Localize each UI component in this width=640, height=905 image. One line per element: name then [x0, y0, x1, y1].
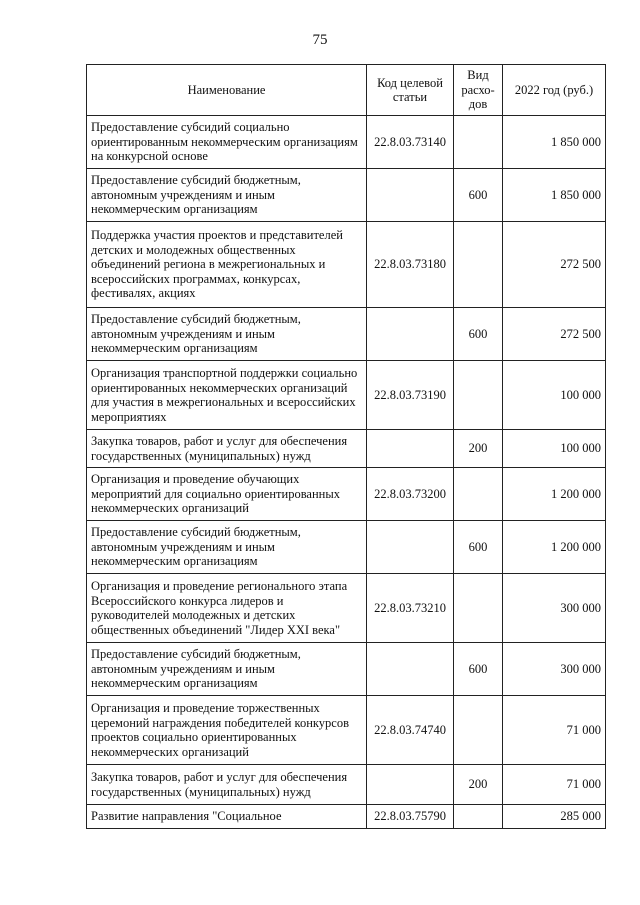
row-sum: 285 000	[503, 805, 606, 829]
table-row	[87, 765, 606, 805]
row-name: Организация и проведение регионального этапа Всероссийского конкурса лидеров и руководителей молодежных и детских общественных объединений "Лидер XXI века"	[87, 574, 367, 643]
row-code	[367, 765, 454, 805]
row-sum: 71 000	[503, 765, 606, 805]
row-sum: 100 000	[503, 430, 606, 468]
table-row	[87, 361, 606, 430]
table-row	[87, 468, 606, 521]
row-sum: 100 000	[503, 361, 606, 430]
row-sum: 272 500	[503, 308, 606, 361]
row-kind	[454, 468, 503, 521]
table-row	[87, 521, 606, 574]
row-name: Закупка товаров, работ и услуг для обеспечения государственных (муниципальных) нужд	[87, 430, 367, 468]
row-name: Развитие направления "Социальное	[87, 805, 367, 829]
header-code: Код целевой статьи	[367, 65, 454, 116]
row-kind	[454, 116, 503, 169]
row-sum: 300 000	[503, 574, 606, 643]
row-sum: 1 850 000	[503, 116, 606, 169]
table-row	[87, 430, 606, 468]
row-name: Предоставление субсидий бюджетным, автономным учреждениям и иным некоммерческим организациям	[87, 169, 367, 222]
row-kind: 600	[454, 169, 503, 222]
row-kind	[454, 805, 503, 829]
row-name: Предоставление субсидий социально ориентированным некоммерческим организациям на конкурсной основе	[87, 116, 367, 169]
row-kind	[454, 361, 503, 430]
table-row	[87, 116, 606, 169]
table-row	[87, 643, 606, 696]
table-row	[87, 308, 606, 361]
row-name: Закупка товаров, работ и услуг для обеспечения государственных (муниципальных) нужд	[87, 765, 367, 805]
budget-table	[86, 64, 606, 829]
row-code: 22.8.03.73140	[367, 116, 454, 169]
row-kind	[454, 696, 503, 765]
header-name: Наименование	[87, 65, 367, 116]
table-header-row	[87, 65, 606, 116]
row-code	[367, 643, 454, 696]
row-code: 22.8.03.73180	[367, 222, 454, 308]
page-number: 75	[312, 32, 328, 48]
row-kind: 600	[454, 643, 503, 696]
row-code	[367, 521, 454, 574]
table-row	[87, 696, 606, 765]
row-kind: 600	[454, 308, 503, 361]
table-row	[87, 222, 606, 308]
row-name: Предоставление субсидий бюджетным, автономным учреждениям и иным некоммерческим организациям	[87, 643, 367, 696]
row-kind: 200	[454, 765, 503, 805]
table-row	[87, 574, 606, 643]
header-sum: 2022 год (руб.)	[503, 65, 606, 116]
row-sum: 272 500	[503, 222, 606, 308]
row-code	[367, 308, 454, 361]
row-code: 22.8.03.74740	[367, 696, 454, 765]
table-row	[87, 805, 606, 829]
row-sum: 1 200 000	[503, 521, 606, 574]
row-kind	[454, 222, 503, 308]
table-row	[87, 169, 606, 222]
row-name: Организация транспортной поддержки социально ориентированных некоммерческих организаций для участия в межрегиональных и всероссийских мероприятиях	[87, 361, 367, 430]
row-code: 22.8.03.73190	[367, 361, 454, 430]
row-name: Предоставление субсидий бюджетным, автономным учреждениям и иным некоммерческим организациям	[87, 521, 367, 574]
row-code: 22.8.03.73200	[367, 468, 454, 521]
row-name: Организация и проведение обучающих мероприятий для социально ориентированных некоммерческих организаций	[87, 468, 367, 521]
row-name: Организация и проведение торжественных церемоний награждения победителей конкурсов проектов социально ориентированных некоммерческих организаций	[87, 696, 367, 765]
row-code	[367, 430, 454, 468]
header-kind: Вид расхо-дов	[454, 65, 503, 116]
row-kind	[454, 574, 503, 643]
row-sum: 300 000	[503, 643, 606, 696]
row-code: 22.8.03.75790	[367, 805, 454, 829]
row-code: 22.8.03.73210	[367, 574, 454, 643]
row-sum: 1 200 000	[503, 468, 606, 521]
row-code	[367, 169, 454, 222]
row-kind: 200	[454, 430, 503, 468]
row-kind: 600	[454, 521, 503, 574]
row-name: Поддержка участия проектов и представителей детских и молодежных общественных объединений региона в межрегиональных и всероссийских программах, конкурсах, фестивалях, акциях	[87, 222, 367, 308]
row-name: Предоставление субсидий бюджетным, автономным учреждениям и иным некоммерческим организациям	[87, 308, 367, 361]
row-sum: 1 850 000	[503, 169, 606, 222]
row-sum: 71 000	[503, 696, 606, 765]
